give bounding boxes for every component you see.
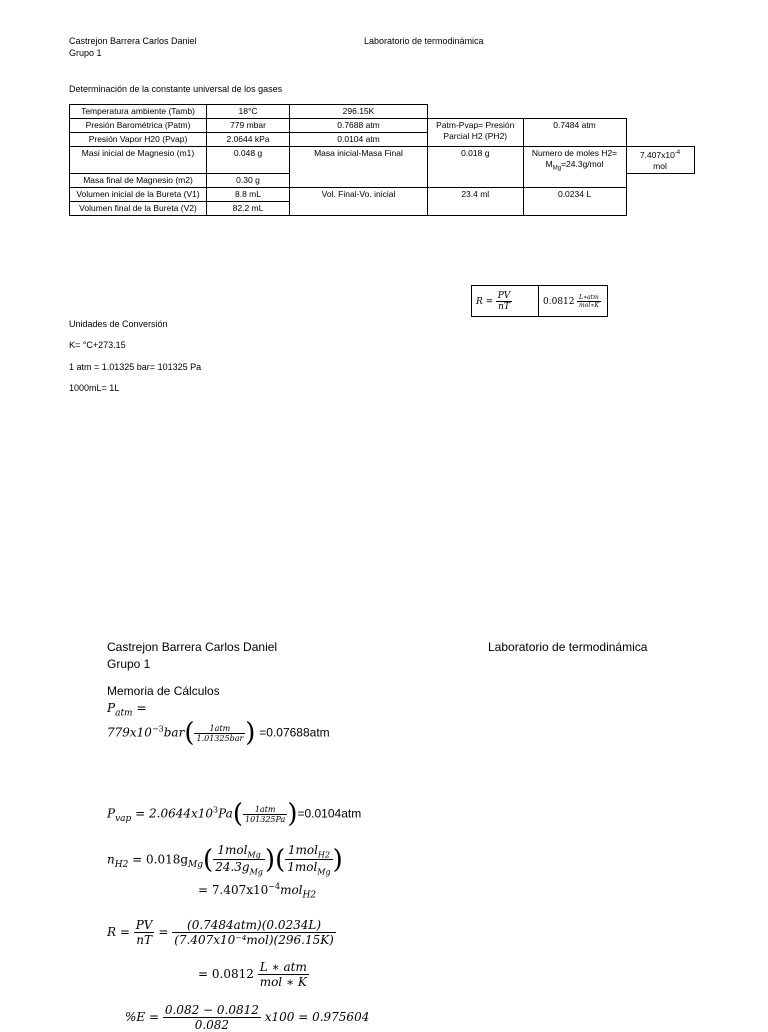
table-cell: $7.407x10^{-4}$ mol <box>626 147 694 174</box>
lab-data-table <box>69 104 695 216</box>
table-cell: Temperatura ambiente (Tamb) <box>70 105 207 119</box>
table-cell: 0.018 g <box>428 147 524 188</box>
section-title: Determinación de la constante universal de los gases <box>69 84 283 94</box>
r-constant-box <box>471 285 608 317</box>
r-value-cell: 0.0812 L∗atm mol∗K <box>539 286 608 317</box>
lab-title: Laboratorio de termodinámica <box>364 36 484 46</box>
lab-title: Laboratorio de termodinámica <box>488 640 648 654</box>
table-cell: 0.7688 atm <box>290 119 428 133</box>
table-cell: Numero de moles $H2= M_{Mg}=24.3g$/mol <box>523 147 626 188</box>
table-cell: 0.0104 atm <box>290 133 428 147</box>
table-cell: Presión Barométrica (Patm) <box>70 119 207 133</box>
table-cell: 2.0644 kPa <box>207 133 290 147</box>
table-cell: 82.2 mL <box>207 201 290 215</box>
table-cell: 18°C <box>207 105 290 119</box>
equation-percent-error: %E = $\frac{0.082 - 0.0812}{0.082}$ x100 = 0.975604 <box>125 1003 370 1032</box>
table-cell: Masa inicial-Masa Final <box>290 147 428 188</box>
table-cell: 0.0234 L <box>523 187 626 215</box>
table-cell: 296.15K <box>290 105 428 119</box>
conversion-volume: 1000mL= 1L <box>69 383 120 393</box>
table-cell: Volumen inicial de la Bureta (V1) <box>70 187 207 201</box>
r-formula-cell: R = $\frac{PV}{nT}$ <box>472 286 539 317</box>
table-cell: 779 mbar <box>207 119 290 133</box>
conversion-pressure: 1 atm = 1.01325 bar= 101325 Pa <box>69 362 202 372</box>
table-cell: Patm-Pvap= Presión Parcial H2 (PH2) <box>428 119 524 147</box>
author-name: Castrejon Barrera Carlos Daniel <box>69 36 197 46</box>
table-cell: 23.4 ml <box>428 187 524 215</box>
table-cell: 0.048 g <box>207 147 290 174</box>
table-cell: Presión Vapor H20 (Pvap) <box>70 133 207 147</box>
table-cell: Volumen final de la Bureta (V2) <box>70 201 207 215</box>
equation-r-result: = 0.0812 $\frac{\text{L ∗ atm}}{\text{mol ∗ K}}$ <box>198 960 307 989</box>
table-cell: 0.7484 atm <box>523 119 626 147</box>
table-row <box>70 147 695 174</box>
memo-title: Memoria de Cálculos <box>107 684 220 698</box>
author-name: Castrejon Barrera Carlos Daniel <box>107 640 278 654</box>
table-row <box>70 105 695 119</box>
group-label: Grupo 1 <box>107 657 151 671</box>
table-row <box>70 187 695 201</box>
table-cell: Masa final de Magnesio (m2) <box>70 173 207 187</box>
table-cell: 0.30 g <box>207 173 290 187</box>
table-cell: Vol. Final-Vo. inicial <box>290 187 428 215</box>
conversion-title: Unidades de Conversión <box>69 319 168 329</box>
equation-patm-lhs: $P_{atm}$ = <box>107 701 147 719</box>
table-row <box>70 119 695 133</box>
equation-r: R = $\frac{PV}{nT}$ = $\frac{\text{(0.7484atm)(0.0234L)}}{\text{(7.407x10⁻⁴mol)(296.15K)}}$ <box>107 918 334 947</box>
equation-moles-result: = $7.407x10^{-4}mol_{H2}$ <box>198 882 317 901</box>
table-cell: Masi inicial de Magnesio (m1) <box>70 147 207 174</box>
equation-moles: $n_{H2} = 0.018g_{Mg}$( $\frac{1mol_{Mg}}{24.3g_{Mg}}$ )( $\frac{1mol_{H2}}{1mol_{Mg}}$ ) <box>107 843 343 877</box>
group-label: Grupo 1 <box>69 48 102 58</box>
table-cell: 8.8 mL <box>207 187 290 201</box>
conversion-kelvin: K= °C+273.15 <box>69 340 126 350</box>
equation-pvap: $P_{vap} = 2.0644x10^3Pa$( 1atm 101325Pa )=0.0104atm <box>107 799 362 829</box>
equation-patm: $779x10^{-3}bar$( 1atm 1.01325bar ) =0.07688atm <box>107 718 330 748</box>
